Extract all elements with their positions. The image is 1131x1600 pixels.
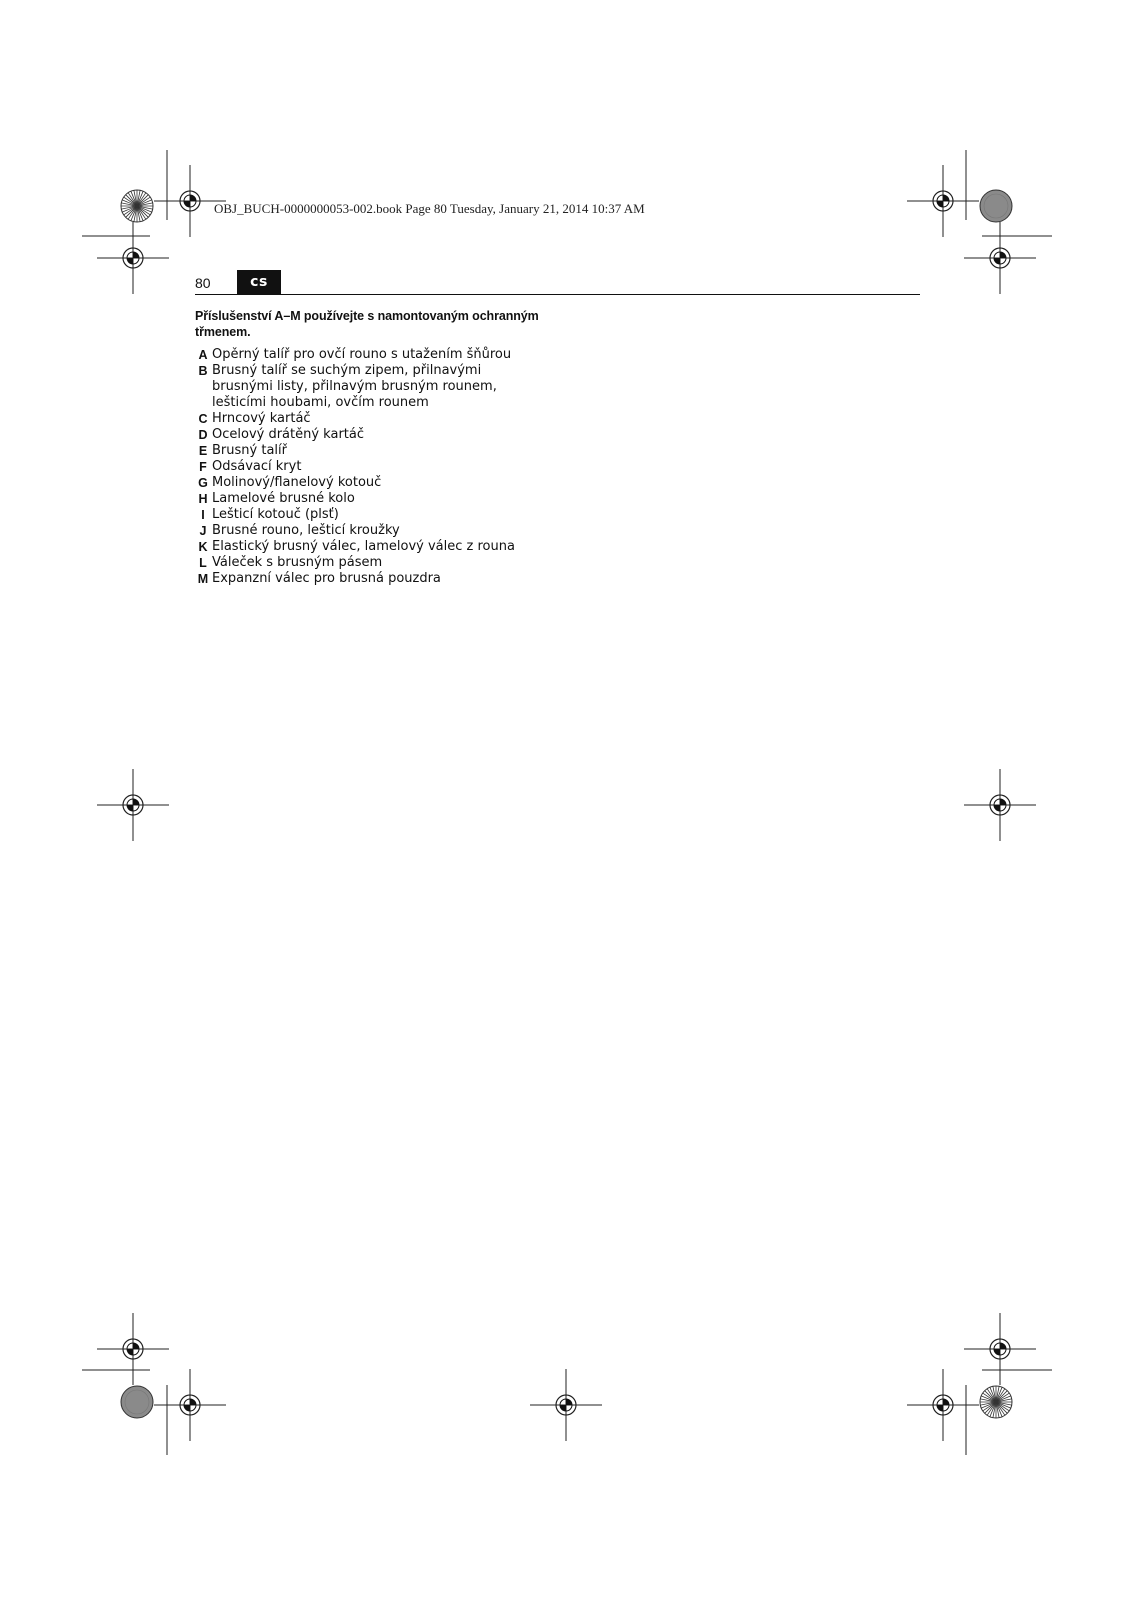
header-divider — [195, 294, 920, 295]
item-text: Váleček s brusným pásem — [212, 555, 383, 570]
item-text: Elastický brusný válec, lamelový válec z rouna — [212, 539, 515, 554]
item-text: Brusný talíř se suchým zipem, přilnavými brusnými listy, přilnavým brusným rounem, lešticími houbami, ovčím rounem — [212, 363, 497, 410]
list-item — [195, 523, 755, 539]
accessory-note-heading: Příslušenství A–M používejte s namontovaným ochranným třmenem. — [195, 309, 539, 339]
list-item — [195, 363, 755, 411]
item-letter: M — [197, 572, 209, 586]
list-item — [195, 555, 755, 571]
item-letter: E — [198, 444, 208, 458]
item-letter: B — [198, 364, 208, 378]
item-text: Molinový/flanelový kotouč — [212, 475, 382, 490]
list-item — [195, 347, 755, 363]
item-text: Brusný talíř — [212, 443, 287, 458]
list-item — [195, 491, 755, 507]
item-letter: L — [199, 556, 207, 570]
item-letter: J — [199, 524, 207, 538]
file-info-header: OBJ_BUCH-0000000053-002.book Page 80 Tuesday, January 21, 2014 10:37 AM — [214, 201, 645, 216]
item-text: Lamelové brusné kolo — [212, 491, 355, 506]
list-item — [195, 571, 755, 587]
item-letter: K — [198, 540, 208, 554]
list-item — [195, 507, 755, 523]
language-badge: cs — [237, 270, 281, 294]
item-text: Expanzní válec pro brusná pouzdra — [212, 571, 441, 586]
item-letter: C — [198, 412, 208, 426]
item-letter: F — [199, 460, 207, 474]
item-text: Hrncový kartáč — [212, 411, 311, 426]
item-letter: A — [198, 348, 208, 362]
item-text: Ocelový drátěný kartáč — [212, 427, 365, 442]
item-text: Opěrný talíř pro ovčí rouno s utažením šňůrou — [212, 347, 512, 362]
accessory-list — [195, 347, 755, 587]
list-item — [195, 539, 755, 555]
item-letter: H — [198, 492, 208, 506]
page-number: 80 — [195, 275, 211, 291]
item-text: Brusné rouno, lešticí kroužky — [212, 523, 400, 538]
item-letter: I — [201, 508, 205, 522]
item-letter: G — [198, 476, 208, 490]
list-item — [195, 443, 755, 459]
item-text: Lešticí kotouč (plsť) — [212, 507, 339, 522]
list-item — [195, 475, 755, 491]
item-letter: D — [198, 428, 208, 442]
list-item — [195, 411, 755, 427]
item-text: Odsávací kryt — [212, 459, 302, 474]
list-item — [195, 427, 755, 443]
list-item — [195, 459, 755, 475]
